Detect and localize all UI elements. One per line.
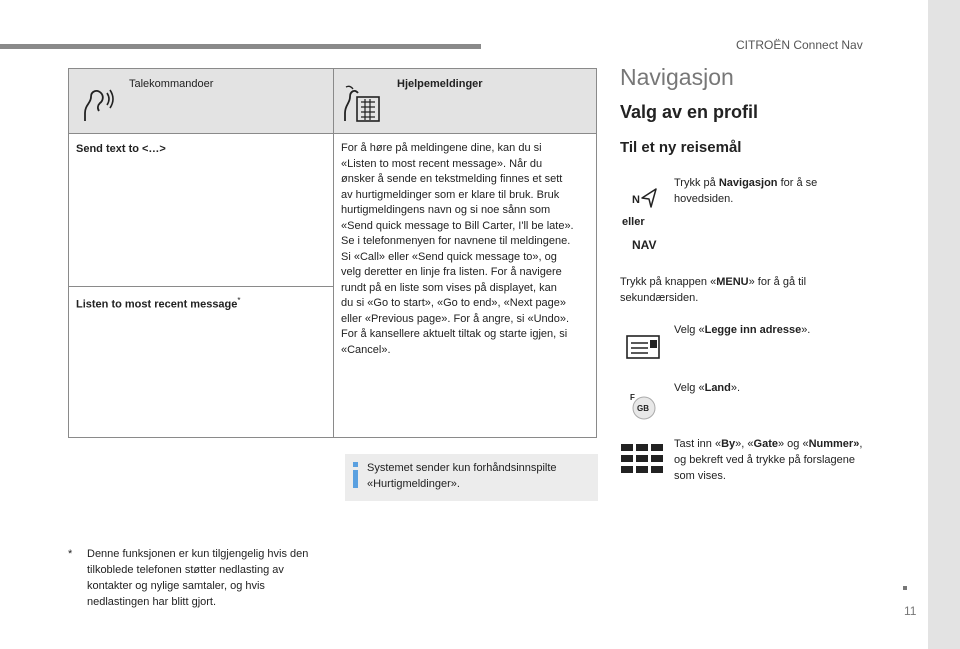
step-country: Velg «Land». [674,382,741,394]
command-send-text: Send text to <…> [76,143,166,155]
step-address-input: Tast inn «By», «Gate» og «Nummer», og bekreft ved å trykke på forslagene som vises. [674,438,863,482]
nav-button-label: NAV [632,238,657,252]
section-title: Navigasjon [620,64,734,90]
info-note [345,454,598,501]
help-description: For å høre på meldingene dine, kan du si «Listen to most recent message». Når du ønsker å sende en tekstmelding finnes et sett av hurtigmeldinger som er klare til bruk. Bruk hurtigmeldingens navn og si noe sånn som «Send quick message to Bill Carter, I'll be late». Se i telefonmenyen for navnene til meldingene. Si «Call» eller «Send quick message to», og velg deretter en linje fra listen. For å navigere rundt på en liste som vises på displayet, kan du si «Go to start», «Go to end», «Next page» eller «Previous page». For å angre, si «Undo». For å kansellere aktuelt tiltak og starte igjen, si «Cancel». [341,142,574,356]
address-entry-icon [626,333,660,366]
voice-help-icon [341,83,381,131]
navigation-arrow-icon [636,186,660,215]
nav-n-label: N [632,194,640,206]
or-label: eller [622,216,645,228]
info-note-text: Systemet sender kun forhåndsinnspilte «Hurtigmeldinger». [367,462,557,490]
page-number: 11 [904,604,917,618]
svg-text:GB: GB [637,404,649,413]
svg-text:F: F [630,393,635,402]
section-subtitle: Valg av en profil [620,102,759,122]
command-listen-recent: Listen to most recent message* [76,296,241,311]
voice-command-icon [81,83,115,129]
column-header-commands: Talekommandoer [129,78,214,90]
column-header-help: Hjelpemeldinger [397,78,483,90]
step-navigasjon: Trykk på Navigasjon for å se hovedsiden. [674,177,818,205]
section-heading: Til et ny reisemål [620,139,742,156]
footnote-marker: * [68,548,73,560]
step-address: Velg «Legge inn adresse». [674,324,811,336]
voice-commands-table [68,68,597,438]
keyboard-icon [621,444,663,479]
footnote-text: Denne funksjonen er kun tilgjengelig hvis den tilkoblede telefonen støtter nedlasting av kontakter og nylige samtaler, og hvis nedlastingen har blitt gjort. [87,548,309,608]
info-icon [353,462,358,488]
page-marker [903,586,907,590]
brand-header: CITROËN Connect Nav [736,38,863,52]
top-rule [0,44,481,49]
step-menu: Trykk på knappen «MENU» for å gå til sekundærsiden. [620,276,807,304]
country-flag-icon [626,390,660,425]
side-strip [928,0,960,649]
